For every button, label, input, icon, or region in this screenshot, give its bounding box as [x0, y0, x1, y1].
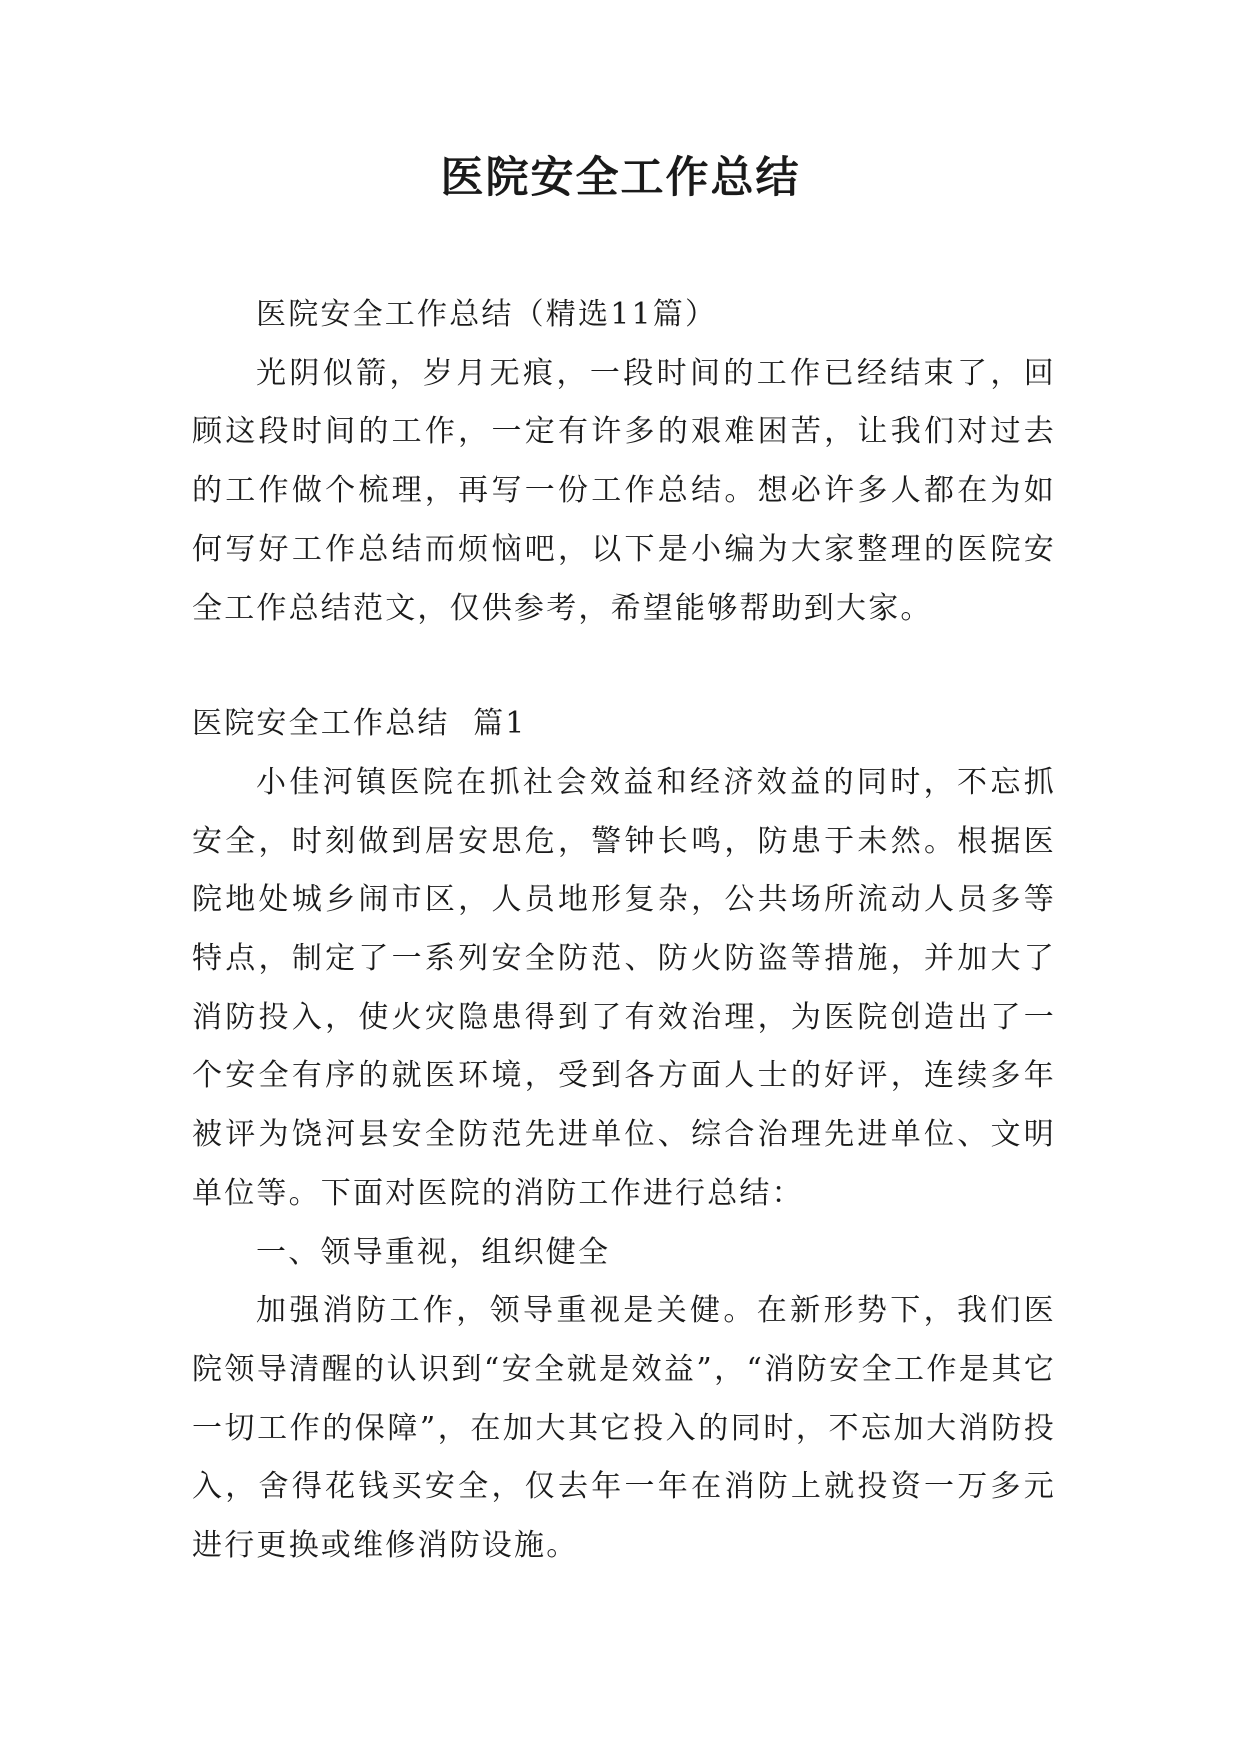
- document-subtitle: 医院安全工作总结（精选11篇）: [256, 297, 718, 332]
- intro-paragraph: 光阴似箭，岁月无痕，一段时间的工作已经结束了，回顾这段时间的工作，一定有许多的艰难困苦，让我们对过去的工作做个梳理，再写一份工作总结。想必许多人都在为如何写好工作总结而烦恼吧，以下是小编为大家整理的医院安全工作总结范文，仅供参考，希望能够帮助到大家。: [192, 355, 1056, 626]
- section-gap: [192, 638, 1056, 695]
- section-paragraph: 小佳河镇医院在抓社会效益和经济效益的同时，不忘抓安全，时刻做到居安思危，警钟长鸣，防患于未然。根据医院地处城乡闹市区，人员地形复杂，公共场所流动人员多等特点，制定了一系列安全防范、防火防盗等措施，并加大了消防投入，使火灾隐患得到了有效治理，为医院创造出了一个安全有序的就医环境，受到各方面人士的好评，连续多年被评为饶河县安全防范先进单位、综合治理先进单位、文明单位等。下面对医院的消防工作进行总结：: [192, 764, 1056, 1211]
- document-title: 医院安全工作总结: [440, 153, 801, 203]
- section-paragraph: 加强消防工作，领导重视是关健。在新形势下，我们医院领导清醒的认识到“安全就是效益”，“消防安全工作是其它一切工作的保障”，在加大其它投入的同时，不忘加大消防投入，舍得花钱买安全，仅去年一年在消防上就投资一万多元进行更换或维修消防设施。: [192, 1293, 1056, 1564]
- document-body: [192, 286, 1056, 1576]
- section-subheading: 一、领导重视，组织健全: [256, 1234, 611, 1270]
- section-heading: 医院安全工作总结 篇1: [192, 706, 527, 742]
